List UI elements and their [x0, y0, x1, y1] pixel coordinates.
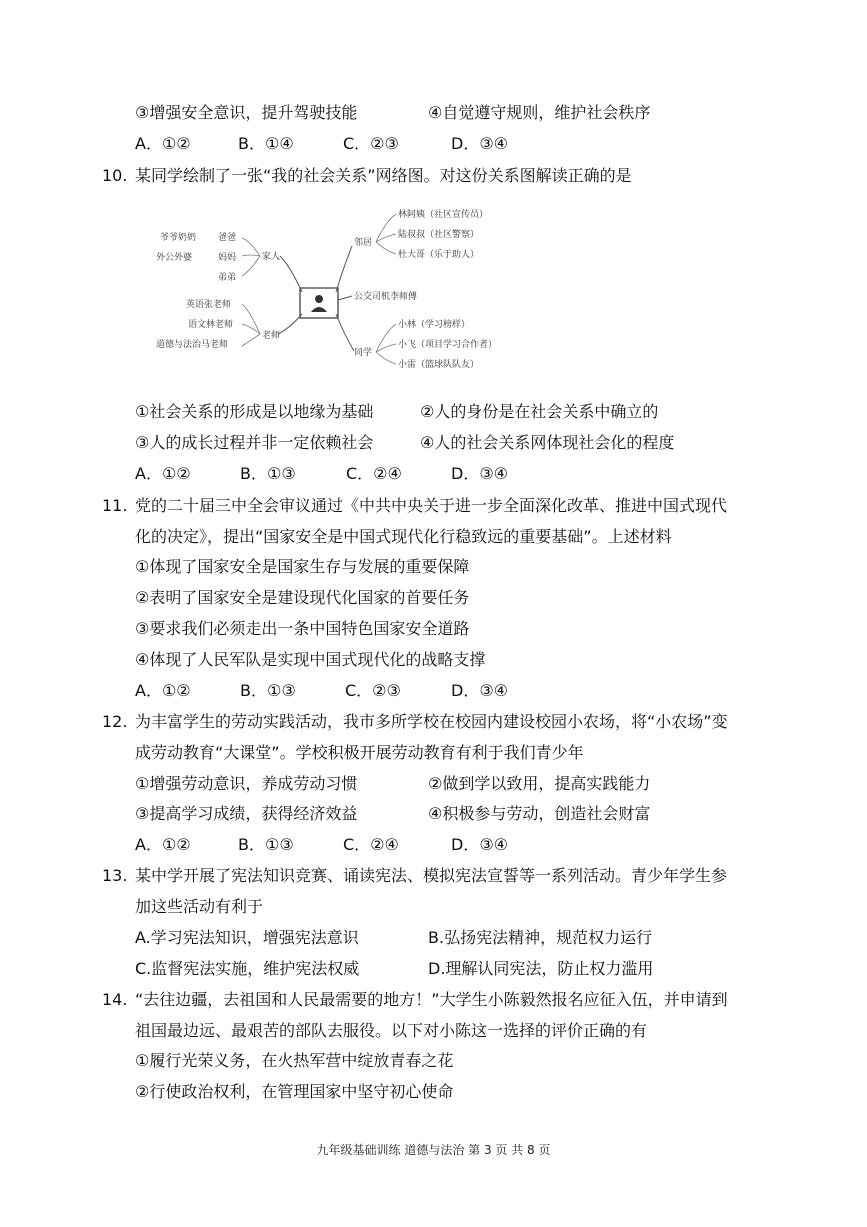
q11-stem-line-2: 化的决定》，提出“国家安全是中国式现代化行稳致远的重要基础”。上述材料	[135, 527, 672, 546]
q11-statement-4: ④体现了人民军队是实现中国式现代化的战略支撑	[135, 650, 486, 669]
q9-option-d[interactable]: D．③④	[451, 134, 509, 153]
q11-statement-1: ①体现了国家安全是国家生存与发展的重要保障	[135, 557, 470, 576]
social-relations-diagram	[140, 196, 520, 376]
q13-option-d[interactable]: D.理解认同宪法，防止权力滥用	[428, 959, 654, 978]
q14-stem-line-1: “去往边疆，去祖国和人民最需要的地方！”大学生小陈毅然报名应征入伍，并申请到	[135, 990, 728, 1009]
q11-option-a[interactable]: A．①②	[135, 681, 191, 700]
q13-option-c[interactable]: C.监督宪法实施，维护宪法权威	[135, 959, 360, 978]
q14-statement-1: ①履行光荣义务，在火热军营中绽放青春之花	[135, 1051, 454, 1070]
q11-option-c[interactable]: C．②③	[345, 681, 401, 700]
neighbor-item: 林阿姨（社区宣传员）	[398, 210, 489, 220]
q9-option-a[interactable]: A．①②	[135, 134, 191, 153]
page-footer: 九年级基础训练 道德与法治 第 3 页 共 8 页	[316, 1143, 551, 1157]
q10-option-d[interactable]: D．③④	[451, 464, 509, 483]
q12-option-d[interactable]: D．③④	[451, 835, 509, 854]
branch-classmate	[336, 314, 354, 351]
q11-statement-3: ③要求我们必须走出一条中国特色国家安全道路	[135, 619, 470, 638]
teacher-item: 英语张老师	[186, 300, 232, 310]
q10-statement-1: ①社会关系的形成是以地缘为基础	[135, 402, 374, 421]
q10-statement-2: ②人的身份是在社会关系中确立的	[420, 402, 659, 421]
q13-number: 13.	[102, 866, 128, 885]
neighbor-item: 陆叔叔（社区警察）	[398, 230, 480, 240]
family-member: 弟弟	[218, 273, 237, 283]
branch-bus	[338, 296, 352, 300]
q12-option-b[interactable]: B．①③	[238, 835, 294, 854]
q14-statement-2: ②行使政治权利，在管理国家中坚守初心使命	[135, 1082, 454, 1101]
q12-stem-line-2: 成劳动教育“大课堂”。学校积极开展劳动教育有利于我们青少年	[135, 743, 584, 762]
person-icon	[315, 295, 323, 303]
branch-teacher	[278, 314, 302, 334]
q12-statement-4: ④积极参与劳动，创造社会财富	[428, 804, 651, 823]
q14-stem-line-2: 祖国最边远、最艰苦的部队去服役。以下对小陈这一选择的评价正确的有	[135, 1021, 648, 1040]
q12-statement-1: ①增强劳动意识，养成劳动习惯	[135, 774, 358, 793]
q9-option-c[interactable]: C．②③	[343, 134, 399, 153]
q11-stem-line-1: 党的二十届三中全会审议通过《中共中央关于进一步全面深化改革、推进中国式现代	[135, 496, 728, 515]
teacher-label: 老师	[262, 331, 281, 341]
q11-statement-2: ②表明了国家安全是建设现代化国家的首要任务	[135, 588, 470, 607]
q10-statement-3: ③人的成长过程并非一定依赖社会	[135, 433, 374, 452]
neighbor-item: 杜大哥（乐于助人）	[398, 250, 480, 260]
q12-statement-3: ③提高学习成绩，获得经济效益	[135, 804, 358, 823]
family-member: 爸爸	[218, 233, 237, 243]
q10-option-b[interactable]: B．①③	[240, 464, 296, 483]
q12-option-c[interactable]: C．②④	[343, 835, 399, 854]
q13-option-b[interactable]: B.弘扬宪法精神，规范权力运行	[428, 928, 653, 947]
branch-neighbor	[336, 246, 352, 292]
q13-option-a[interactable]: A.学习宪法知识，增强宪法意识	[135, 928, 359, 947]
q13-stem-line-2: 加这些活动有利于	[135, 897, 264, 916]
q11-number: 11.	[102, 496, 128, 515]
classmate-item: 小飞（项目学习合作者）	[398, 340, 498, 350]
teacher-item: 语文林老师	[188, 320, 234, 330]
q10-option-a[interactable]: A．①②	[135, 464, 191, 483]
q11-option-d[interactable]: D．③④	[451, 681, 509, 700]
q10-statement-4: ④人的社会关系网体现社会化的程度	[420, 433, 675, 452]
bus-driver-item: 公交司机李师傅	[354, 292, 418, 302]
classmate-item: 小雷（篮球队队友）	[398, 360, 480, 370]
classmate-item: 小林（学习榜样）	[398, 320, 471, 330]
q12-option-a[interactable]: A．①②	[135, 835, 191, 854]
q14-number: 14.	[102, 990, 128, 1009]
q9-option-b[interactable]: B．①④	[238, 134, 294, 153]
q13-stem-line-1: 某中学开展了宪法知识竞赛、诵读宪法、模拟宪法宣誓等一系列活动。青少年学生参	[135, 866, 728, 885]
neighbor-label: 邻居	[354, 238, 373, 248]
q9-statement-3: ③增强安全意识，提升驾驶技能	[135, 103, 358, 122]
q9-statement-4: ④自觉遵守规则，维护社会秩序	[428, 103, 651, 122]
branch-family	[280, 256, 302, 292]
q12-statement-2: ②做到学以致用，提高实践能力	[428, 774, 651, 793]
family-label: 家人	[262, 252, 281, 262]
q10-stem: 某同学绘制了一张“我的社会关系”网络图。对这份关系图解读正确的是	[135, 166, 632, 185]
classmate-label: 同学	[354, 348, 373, 358]
family-member: 爷爷奶奶	[160, 233, 197, 243]
family-member: 外公外婆	[156, 253, 193, 263]
q10-number: 10.	[102, 166, 128, 185]
teacher-item: 道德与法治马老师	[156, 340, 229, 350]
q12-stem-line-1: 为丰富学生的劳动实践活动，我市多所学校在校园内建设校园小农场，将“小农场”变	[135, 712, 728, 731]
q11-option-b[interactable]: B．①③	[240, 681, 296, 700]
q12-number: 12.	[102, 712, 128, 731]
family-member: 妈妈	[218, 253, 237, 263]
q10-option-c[interactable]: C．②④	[346, 464, 402, 483]
